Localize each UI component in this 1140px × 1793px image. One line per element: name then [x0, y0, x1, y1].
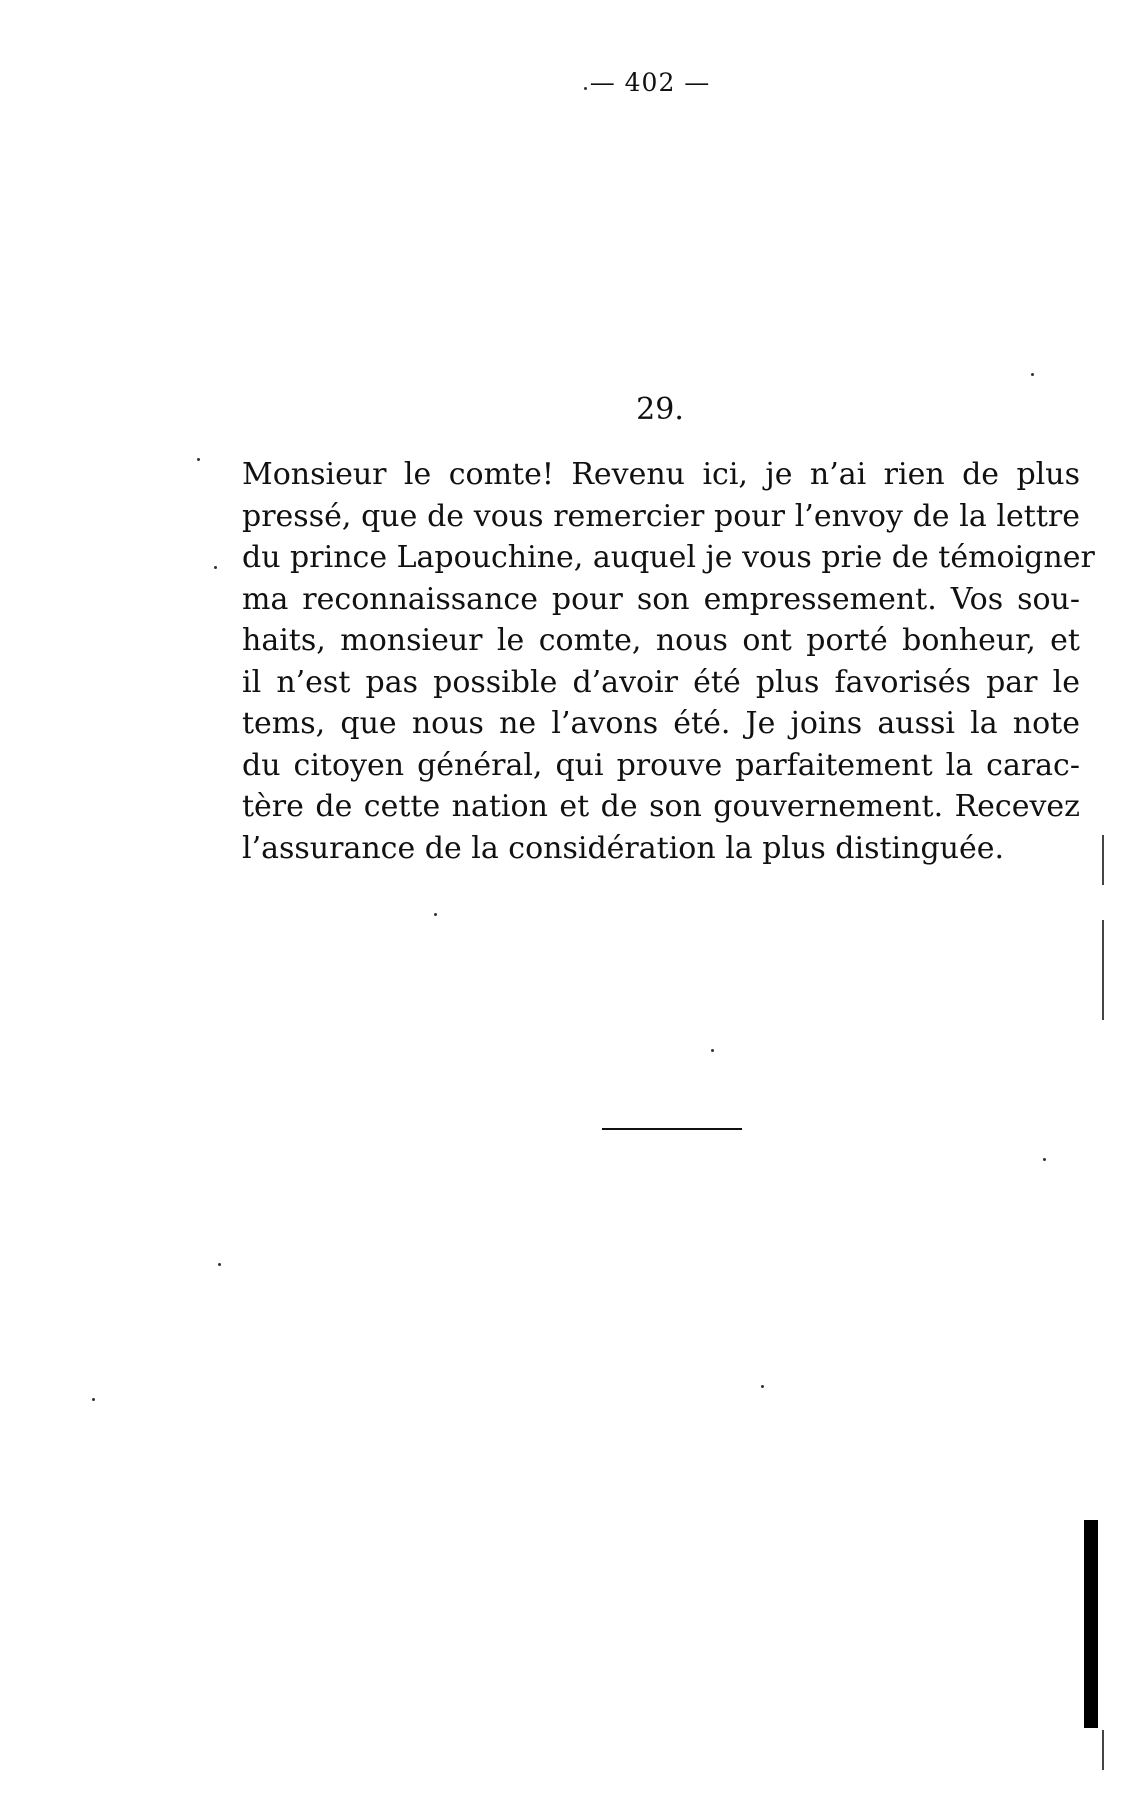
scan-edge-line — [1102, 1730, 1104, 1770]
scan-speck — [214, 566, 217, 569]
letter-line: il n’est pas possible d’avoir été plus favorisés par le — [242, 664, 1080, 700]
scan-speck — [584, 87, 587, 90]
letter-line: ma reconnaissance pour son empressement. Vos sou- — [242, 581, 1080, 617]
letter-line: tère de cette nation et de son gouvernement. Recevez — [242, 789, 1080, 824]
letter-line: pressé, que de vous remercier pour l’envoy de la lettre — [242, 498, 1080, 534]
letter-body — [242, 454, 1095, 869]
scan-speck — [197, 458, 200, 461]
letter-line: du citoyen général, qui prouve parfaitement la carac- — [242, 747, 1080, 783]
scan-edge-line — [1102, 835, 1104, 885]
section-end-rule — [602, 1128, 742, 1130]
letter-line: l’assurance de la considération la plus distinguée. — [242, 830, 1005, 866]
scan-speck — [1043, 1158, 1046, 1161]
scan-speck — [434, 913, 437, 916]
page-number-header: — 402 — — [589, 68, 711, 97]
letter-line: tems, que nous ne l’avons été. Je joins aussi la note — [242, 706, 1080, 741]
letter-line: haits, monsieur le comte, nous ont porté bonheur, et — [242, 623, 1080, 658]
letter-number: 29. — [636, 392, 684, 427]
scan-speck — [711, 1049, 714, 1052]
letter-line: Monsieur le comte! Revenu ici, je n’ai rien de plus — [242, 457, 1080, 492]
scan-speck — [92, 1398, 95, 1401]
scan-speck — [1031, 373, 1034, 376]
letter-line: du prince Lapouchine, auquel je vous prie de témoigner — [242, 540, 1095, 575]
scan-edge-line — [1102, 920, 1104, 1020]
scan-edge-bar — [1084, 1520, 1098, 1728]
scan-speck — [218, 1263, 221, 1266]
scan-speck — [761, 1385, 764, 1388]
